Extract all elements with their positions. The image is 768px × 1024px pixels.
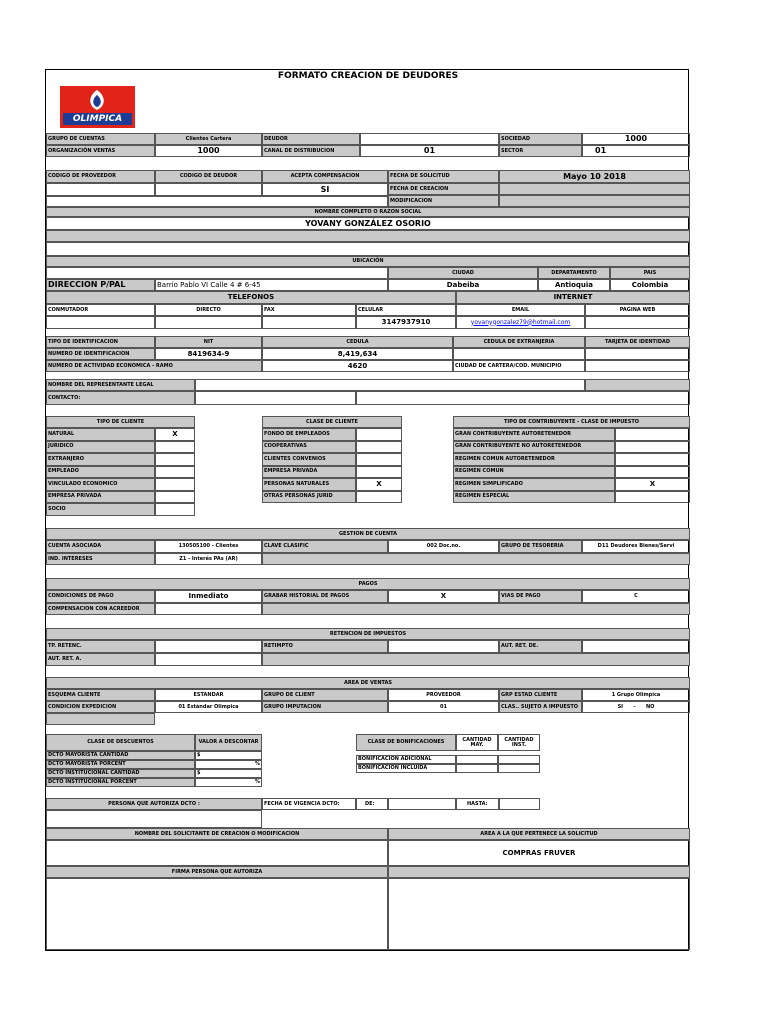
field-aut-ret-a[interactable] <box>155 653 262 666</box>
label-tipo-contrib: GRAN CONTRIBUYENTE NO AUTORETENEDOR <box>453 441 615 454</box>
field-clas[interactable]: SI - NO <box>582 701 690 713</box>
label-tesoreria: GRUPO DE TESORERIA <box>499 540 582 553</box>
field-direccion[interactable]: Barrio Pablo VI Calle 4 # 6-45 <box>155 279 388 291</box>
label-tipo-cliente: EMPRESA PRIVADA <box>46 491 155 504</box>
label-tipo-contrib: REGIMEN COMUN <box>453 466 615 479</box>
field-fax[interactable] <box>262 316 356 329</box>
field-contacto-2[interactable] <box>356 391 690 405</box>
field-web[interactable] <box>585 316 690 329</box>
header-firma: FIRMA PERSONA QUE AUTORIZA <box>46 866 388 878</box>
label-celular: CELULAR <box>356 304 456 316</box>
field-celular[interactable]: 3147937910 <box>356 316 456 329</box>
label-sector: SECTOR <box>499 145 582 157</box>
label-clave: CLAVE CLASIFIC <box>262 540 388 553</box>
field-bonif-incl-inst[interactable] <box>498 764 540 773</box>
label-contacto: CONTACTO: <box>46 391 195 405</box>
blank-rep <box>585 379 690 391</box>
check-tipo-cliente[interactable] <box>155 478 195 491</box>
blank-ubic <box>46 267 388 279</box>
label-aut-ret-de: AUT. RET. DE. <box>499 640 582 653</box>
label-pais: PAIS <box>610 267 690 279</box>
label-grupo-cuentas: GRUPO DE CUENTAS <box>46 133 155 145</box>
label-vias: VIAS DE PAGO <box>499 590 582 603</box>
field-comp[interactable] <box>155 603 262 615</box>
label-clase-cliente: EMPRESA PRIVADA <box>262 466 356 479</box>
field-directo[interactable] <box>155 316 262 329</box>
header-valor-descontar: VALOR A DESCONTAR <box>195 734 262 751</box>
label-tipo-cliente: JURIDICO <box>46 441 155 454</box>
field-modificacion[interactable] <box>499 195 690 207</box>
label-descuento: DCTO MAYORISTA CANTIDAD <box>46 751 195 760</box>
label-cedula: CEDULA <box>262 336 453 348</box>
field-cedula[interactable]: 8,419,634 <box>262 348 453 360</box>
field-cond-exp[interactable]: 01 Estándar Olimpica <box>155 701 262 713</box>
field-org-ventas[interactable]: 1000 <box>155 145 262 157</box>
field-conmutador[interactable] <box>46 316 155 329</box>
blank-comp <box>262 603 690 615</box>
label-tp-retenc: TP. RETENC. <box>46 640 155 653</box>
header-bonificaciones: CLASE DE BONIFICACIONES <box>356 734 456 751</box>
label-tarjeta: TARJETA DE IDENTIDAD <box>585 336 690 348</box>
label-ciudad-cartera: CIUDAD DE CARTERA/COD. MUNICIPIO <box>453 360 585 372</box>
label-sociedad: SOCIEDAD <box>499 133 582 145</box>
header-gestion: GESTION DE CUENTA <box>46 528 690 540</box>
field-grp-estad[interactable]: 1 Grupo Olimpica <box>582 689 690 701</box>
label-persona-autoriza: PERSONA QUE AUTORIZA DCTO : <box>46 798 262 810</box>
field-cedula-ext[interactable] <box>453 348 585 360</box>
check-tipo-contrib[interactable] <box>615 453 690 466</box>
label-acepta: ACEPTA COMPENSACION <box>262 170 388 183</box>
header-ubicacion: UBICACIÓN <box>46 256 690 267</box>
label-rep-legal: NOMBRE DEL REPRESENTANTE LEGAL <box>46 379 195 391</box>
check-tipo-contrib[interactable]: X <box>615 478 690 491</box>
field-nit[interactable]: 8419634-9 <box>155 348 262 360</box>
label-clase-cliente: PERSONAS NATURALES <box>262 478 356 491</box>
label-cod-deudor: CODIGO DE DEUDOR <box>155 170 262 183</box>
label-tipo-contrib: REGIMEN SIMPLIFICADO <box>453 478 615 491</box>
field-retimpto[interactable] <box>388 640 499 653</box>
field-fecha-solicitud[interactable]: Mayo 10 2018 <box>499 170 690 183</box>
blank-aut-ret <box>262 653 690 666</box>
field-esquema[interactable]: ESTANDAR <box>155 689 262 701</box>
check-tipo-cliente[interactable] <box>155 441 195 454</box>
field-firma[interactable] <box>46 878 388 950</box>
label-esquema: ESQUEMA CLIENTE <box>46 689 155 701</box>
field-fecha-creacion[interactable] <box>499 183 690 195</box>
label-clase-cliente: COOPERATIVAS <box>262 441 356 454</box>
header-telefonos: TELEFONOS <box>46 291 456 304</box>
field-intereses[interactable]: Z1 - Interés PAs (AR) <box>155 553 262 565</box>
label-descuento: DCTO INSTITUCIONAL CANTIDAD <box>46 769 195 778</box>
field-cod-proveedor[interactable] <box>46 183 155 196</box>
field-canal[interactable]: 01 <box>360 145 499 157</box>
field-pais[interactable]: Colombia <box>610 279 690 291</box>
field-grupo-client[interactable]: PROVEEDOR <box>388 689 499 701</box>
debtor-form <box>45 69 689 951</box>
check-tipo-cliente[interactable] <box>155 503 195 516</box>
label-clase-cliente: CLIENTES CONVENIOS <box>262 453 356 466</box>
label-cond-exp: CONDICION EXPEDICION <box>46 701 155 713</box>
label-retimpto: RETIMPTO <box>262 640 388 653</box>
field-cuenta[interactable]: 130505100 - Clientes <box>155 540 262 553</box>
label-ciudad: CIUDAD <box>388 267 538 279</box>
label-descuento: DCTO MAYORISTA PORCENT <box>46 760 195 769</box>
label-tipo-cliente: NATURAL <box>46 428 155 441</box>
label-fecha-solicitud: FECHA DE SOLICITUD <box>388 170 499 183</box>
check-clase-cliente[interactable] <box>356 466 402 479</box>
label-aut-ret-a: AUT. RET. A. <box>46 653 155 666</box>
check-clase-cliente[interactable] <box>356 428 402 441</box>
label-tipo-cliente: SOCIO <box>46 503 155 516</box>
label-email: EMAIL <box>456 304 585 316</box>
check-tipo-contrib[interactable] <box>615 441 690 454</box>
check-tipo-cliente[interactable] <box>155 491 195 504</box>
check-tipo-contrib[interactable] <box>615 491 690 504</box>
label-modificacion: MODIFICACION <box>388 195 499 207</box>
label-cedula-ext: CEDULA DE EXTRANJERIA <box>453 336 585 348</box>
header-ventas: AREA DE VENTAS <box>46 677 690 689</box>
field-descuento[interactable]: % <box>195 760 262 769</box>
field-actividad[interactable]: 4620 <box>262 360 453 372</box>
label-bonif-incl: BONIFICACION INCLUIDA <box>356 764 456 773</box>
label-clas: CLAS.. SUJETO A IMPUESTO <box>499 701 582 713</box>
label-intereses: IND. INTERESES <box>46 553 155 565</box>
blank-firma-header <box>388 866 690 878</box>
field-clave[interactable]: 002 Doc.no. <box>388 540 499 553</box>
field-descuento[interactable]: $ <box>195 769 262 778</box>
check-clase-cliente[interactable] <box>356 491 402 504</box>
label-cuenta: CUENTA ASOCIADA <box>46 540 155 553</box>
header-area: AREA A LA QUE PERTENECE LA SOLICITUD <box>388 828 690 840</box>
label-tipo-ident: TIPO DE IDENTIFICACION <box>46 336 155 348</box>
field-condiciones[interactable]: Inmediato <box>155 590 262 603</box>
header-cant-inst: CANTIDAD INST. <box>498 734 540 751</box>
blank-row-2 <box>46 242 690 256</box>
olimpica-logo <box>60 86 135 128</box>
label-clase-cliente: FONDO DE EMPLEADOS <box>262 428 356 441</box>
field-contacto[interactable] <box>195 391 356 405</box>
label-tipo-contrib: GRAN CONTRIBUYENTE AUTORETENEDOR <box>453 428 615 441</box>
check-tipo-cliente[interactable] <box>155 453 195 466</box>
separator-1 <box>46 230 690 242</box>
header-pagos: PAGOS <box>46 578 690 590</box>
label-fax: FAX <box>262 304 356 316</box>
field-ciudad[interactable]: Dabeiba <box>388 279 538 291</box>
field-vias[interactable]: C <box>582 590 690 603</box>
blank-intereses <box>262 553 690 565</box>
field-descuento[interactable]: $ <box>195 751 262 760</box>
label-canal: CANAL DE DISTRIBUCION <box>262 145 360 157</box>
label-grp-estad: GRP ESTAD CLIENTE <box>499 689 582 701</box>
field-rep-legal[interactable] <box>195 379 585 391</box>
label-tipo-cliente: EMPLEADO <box>46 466 155 479</box>
field-tarjeta[interactable] <box>585 348 690 360</box>
field-hasta[interactable] <box>499 798 540 810</box>
field-cod-deudor[interactable] <box>155 183 262 196</box>
field-ciudad-cartera[interactable] <box>585 360 690 372</box>
label-directo: DIRECTO <box>155 304 262 316</box>
label-deudor: DEUDOR <box>262 133 360 145</box>
label-descuento: DCTO INSTITUCIONAL PORCENT <box>46 778 195 787</box>
label-direccion: DIRECCION P/PAL <box>46 279 155 291</box>
label-grabar: GRABAR HISTORIAL DE PAGOS <box>262 590 388 603</box>
check-tipo-contrib[interactable] <box>615 466 690 479</box>
field-persona-autoriza[interactable] <box>46 810 262 828</box>
field-bonif-incl-may[interactable] <box>456 764 498 773</box>
label-org-ventas: ORGANIZACIÓN VENTAS <box>46 145 155 157</box>
field-area[interactable]: COMPRAS FRUVER <box>388 840 690 866</box>
header-cant-may: CANTIDAD MAY. <box>456 734 498 751</box>
label-numero-ident: NUMERO DE IDENTIFICACION <box>46 348 155 360</box>
check-tipo-cliente[interactable]: X <box>155 428 195 441</box>
header-nombre: NOMBRE COMPLETO O RAZON SOCIAL <box>46 207 690 217</box>
field-de[interactable] <box>388 798 456 810</box>
field-bonif-adic-inst[interactable] <box>498 755 540 764</box>
label-conmutador: CONMUTADOR <box>46 304 155 316</box>
label-fecha-creacion: FECHA DE CREACION <box>388 183 499 195</box>
label-de: DE: <box>356 798 388 810</box>
field-nombre[interactable]: YOVANY GONZÁLEZ OSORIO <box>46 217 690 230</box>
field-grabar[interactable]: X <box>388 590 499 603</box>
header-tipo-contrib: TIPO DE CONTRIBUYENTE - CLASE DE IMPUESTO <box>453 416 690 428</box>
field-solicitante[interactable] <box>46 840 388 866</box>
label-clase-cliente: OTRAS PERSONAS JURID <box>262 491 356 504</box>
header-tipo-cliente: TIPO DE CLIENTE <box>46 416 195 428</box>
label-grupo-imp: GRUPO IMPUTACION <box>262 701 388 713</box>
field-tp-retenc[interactable] <box>155 640 262 653</box>
field-deudor[interactable] <box>360 133 499 145</box>
field-firma-2[interactable] <box>388 878 690 950</box>
label-grupo-client: GRUPO DE CLIENT <box>262 689 388 701</box>
label-cod-proveedor: CODIGO DE PROVEEDOR <box>46 170 155 183</box>
field-acepta[interactable]: SI <box>262 183 388 196</box>
header-clase-descuentos: CLASE DE DESCUENTOS <box>46 734 195 751</box>
check-clase-cliente[interactable]: X <box>356 478 402 491</box>
label-vigencia: FECHA DE VIGENCIA DCTO: <box>262 798 356 810</box>
label-actividad: NUMERO DE ACTIVIDAD ECONOMICA - RAMO <box>46 360 262 372</box>
field-sector[interactable]: 01 <box>582 145 690 157</box>
label-depto: DEPARTAMENTO <box>538 267 610 279</box>
form-title: FORMATO CREACION DE DEUDORES <box>277 71 459 81</box>
label-web: PAGINA WEB <box>585 304 690 316</box>
label-tipo-contrib: REGIMEN COMUN AUTORETENEDOR <box>453 453 615 466</box>
check-tipo-cliente[interactable] <box>155 466 195 479</box>
field-bonif-adic-may[interactable] <box>456 755 498 764</box>
field-email[interactable] <box>456 316 585 329</box>
field-aut-ret-de[interactable] <box>582 640 690 653</box>
label-bonif-adic: BONIFICACION ADICIONAL <box>356 755 456 764</box>
label-tipo-cliente: VINCULADO ECONOMICO <box>46 478 155 491</box>
header-retencion: RETENCION DE IMPUESTOS <box>46 628 690 640</box>
blank-ventas <box>46 713 155 725</box>
field-sociedad[interactable]: 1000 <box>582 133 690 145</box>
header-solicitante: NOMBRE DEL SOLICITANTE DE CREACION O MODIFICACION <box>46 828 388 840</box>
field-depto[interactable]: Antioquia <box>538 279 610 291</box>
field-descuento[interactable]: % <box>195 778 262 787</box>
check-tipo-contrib[interactable] <box>615 428 690 441</box>
label-comp: COMPENSACION CON ACREEDOR <box>46 603 155 615</box>
logo-text: OLIMPICA <box>72 114 123 124</box>
check-clase-cliente[interactable] <box>356 441 402 454</box>
label-tipo-cliente: EXTRANJERO <box>46 453 155 466</box>
label-tipo-contrib: REGIMEN ESPECIAL <box>453 491 615 504</box>
field-tesoreria[interactable]: D11 Deudores Bienes/Servi <box>582 540 690 553</box>
label-nit: NIT <box>155 336 262 348</box>
email-link[interactable]: yovanygonzalez79@hotmail.com <box>470 318 571 326</box>
header-internet: INTERNET <box>456 291 690 304</box>
check-clase-cliente[interactable] <box>356 453 402 466</box>
label-condiciones: CONDICIONES DE PAGO <box>46 590 155 603</box>
label-hasta: HASTA: <box>456 798 499 810</box>
blank-row <box>46 196 388 207</box>
value-clientes-cartera: Clientes Cartera <box>155 133 262 145</box>
field-grupo-imp[interactable]: 01 <box>388 701 499 713</box>
header-clase-cliente: CLASE DE CLIENTE <box>262 416 402 428</box>
